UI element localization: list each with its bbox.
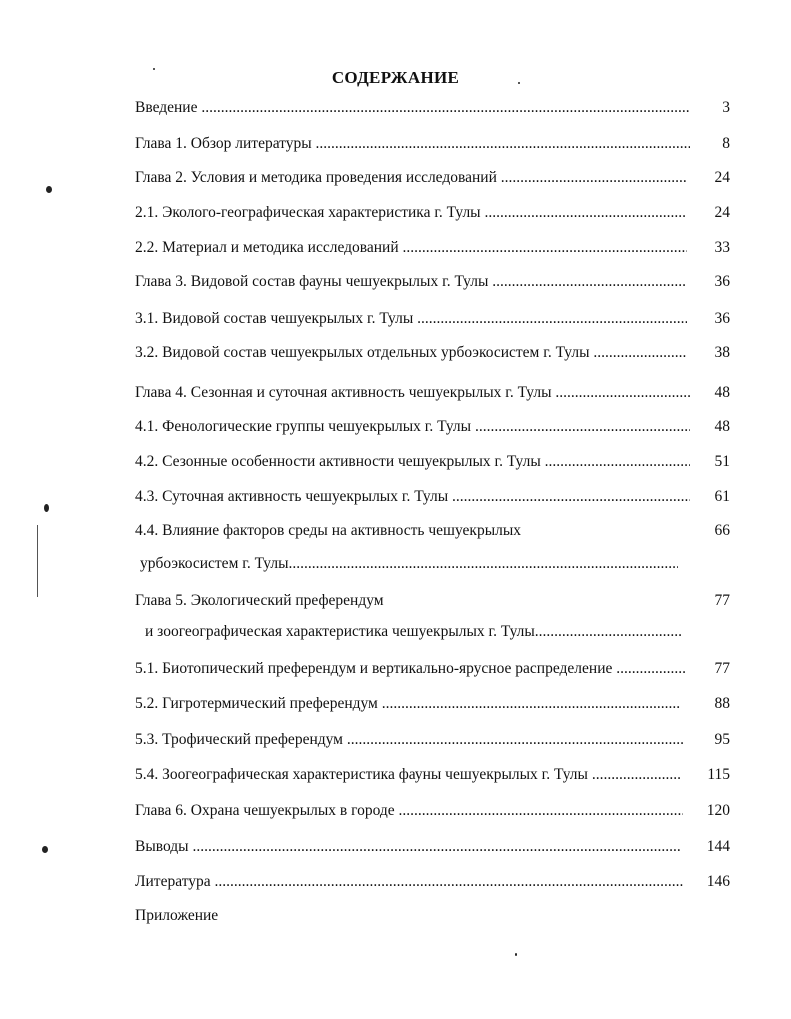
toc-entry-text: 4.1. Фенологические группы чешуекрылых г. Тулы ..... (135, 416, 690, 438)
toc-entry (135, 342, 730, 364)
toc-entry-page: 146 (690, 871, 730, 893)
toc-entry-page: 66 (690, 520, 730, 542)
toc-entry-page: 24 (690, 202, 730, 224)
toc-entry-page: 115 (690, 764, 730, 786)
toc-entry-page: 24 (690, 167, 730, 189)
toc-entry-text: 4.2. Сезонные особенности активности чешуекрылых г. Тулы ..... (135, 451, 690, 473)
toc-entry-page: 95 (690, 729, 730, 751)
toc-entry-continuation: урбоэкосистем г. Тулы ..... (140, 553, 678, 575)
toc-entry (135, 658, 730, 680)
toc-entry-text: Глава 3. Видовой состав фауны чешуекрылых г. Тулы ..... (135, 271, 687, 293)
toc-entry (135, 97, 730, 119)
toc-entry-page: 8 (690, 133, 730, 155)
toc-entry-page: 48 (690, 416, 730, 438)
toc-entry (135, 271, 730, 293)
scan-speck (153, 68, 155, 70)
toc-entry-text: 3.1. Видовой состав чешуекрылых г. Тулы ..... (135, 308, 687, 330)
toc-entry (135, 764, 730, 786)
toc-entry-text: 5.4. Зоогеографическая характеристика фауны чешуекрылых г. Тулы ..... (135, 764, 680, 786)
toc-entry-text: 2.2. Материал и методика исследований ..... (135, 237, 687, 259)
toc-entry (135, 202, 730, 224)
toc-entry (135, 693, 730, 715)
toc-entry-text: 3.2. Видовой состав чешуекрылых отдельных урбоэкосистем г. Тулы ..... (135, 342, 687, 364)
page-title: СОДЕРЖАНИЕ (331, 68, 460, 87)
toc-entry (135, 416, 730, 438)
toc-entry-page: 3 (690, 97, 730, 119)
toc-entry-page: 33 (690, 237, 730, 259)
toc-entry-page: 38 (690, 342, 730, 364)
toc-entry-text: 5.1. Биотопический преферендум и вертикально-ярусное распределение ..... (135, 658, 687, 680)
toc-entry (135, 167, 730, 189)
scan-speck (44, 504, 49, 512)
toc-entry-text: 5.3. Трофический преферендум ..... (135, 729, 685, 751)
toc-entry-page: 61 (690, 486, 730, 508)
toc-entry-page: 36 (690, 308, 730, 330)
toc-entry-text: 5.2. Гигротермический преферендум ..... (135, 693, 680, 715)
toc-entry-page: 144 (690, 836, 730, 858)
scan-speck (518, 82, 520, 84)
toc-entry-text: Глава 1. Обзор литературы ..... (135, 133, 697, 155)
toc-entry (135, 382, 730, 404)
toc-entry (135, 800, 730, 822)
toc-entry-text: 4.4. Влияние факторов среды на активность чешуекрылых (135, 522, 522, 539)
scan-speck (515, 953, 517, 956)
toc-entry (135, 836, 730, 858)
toc-entry (135, 133, 730, 155)
toc-entry-text: Глава 4. Сезонная и суточная активность чешуекрылых г. Тулы ..... (135, 382, 690, 404)
toc-entry (135, 486, 730, 508)
toc-entry (135, 871, 730, 893)
toc-entry (135, 520, 730, 542)
toc-entry-text: Глава 6. Охрана чешуекрылых в городе ..... (135, 800, 683, 822)
toc-entry-page: 120 (690, 800, 730, 822)
appendix-label: Приложение (135, 907, 219, 924)
toc-entry-page: 77 (690, 590, 730, 612)
toc-entry-page: 36 (690, 271, 730, 293)
toc-entry-text: Введение ..... (135, 97, 697, 119)
toc-entry-page: 77 (690, 658, 730, 680)
scan-line (37, 525, 38, 597)
toc-entry-text: 4.3. Суточная активность чешуекрылых г. Тулы ..... (135, 486, 690, 508)
scan-speck (46, 186, 52, 193)
toc-entry-page: 88 (690, 693, 730, 715)
toc-entry (135, 451, 730, 473)
toc-entry-page: 48 (690, 382, 730, 404)
toc-entry-text: Глава 2. Условия и методика проведения исследований ..... (135, 167, 687, 189)
toc-entry-text: Выводы ..... (135, 836, 680, 858)
toc-entry (135, 729, 730, 751)
toc-entry-text: Литература ..... (135, 871, 683, 893)
toc-entry-text: 2.1. Эколого-географическая характеристика г. Тулы ..... (135, 202, 687, 224)
toc-entry (135, 237, 730, 259)
toc-entry (135, 308, 730, 330)
toc-entry-continuation: и зоогеографическая характеристика чешуекрылых г. Тулы ..... (145, 621, 681, 643)
toc-entry-page: 51 (690, 451, 730, 473)
scan-speck (42, 846, 48, 853)
toc-entry (135, 590, 730, 612)
toc-entry-text: Глава 5. Экологический преферендум (135, 592, 384, 609)
